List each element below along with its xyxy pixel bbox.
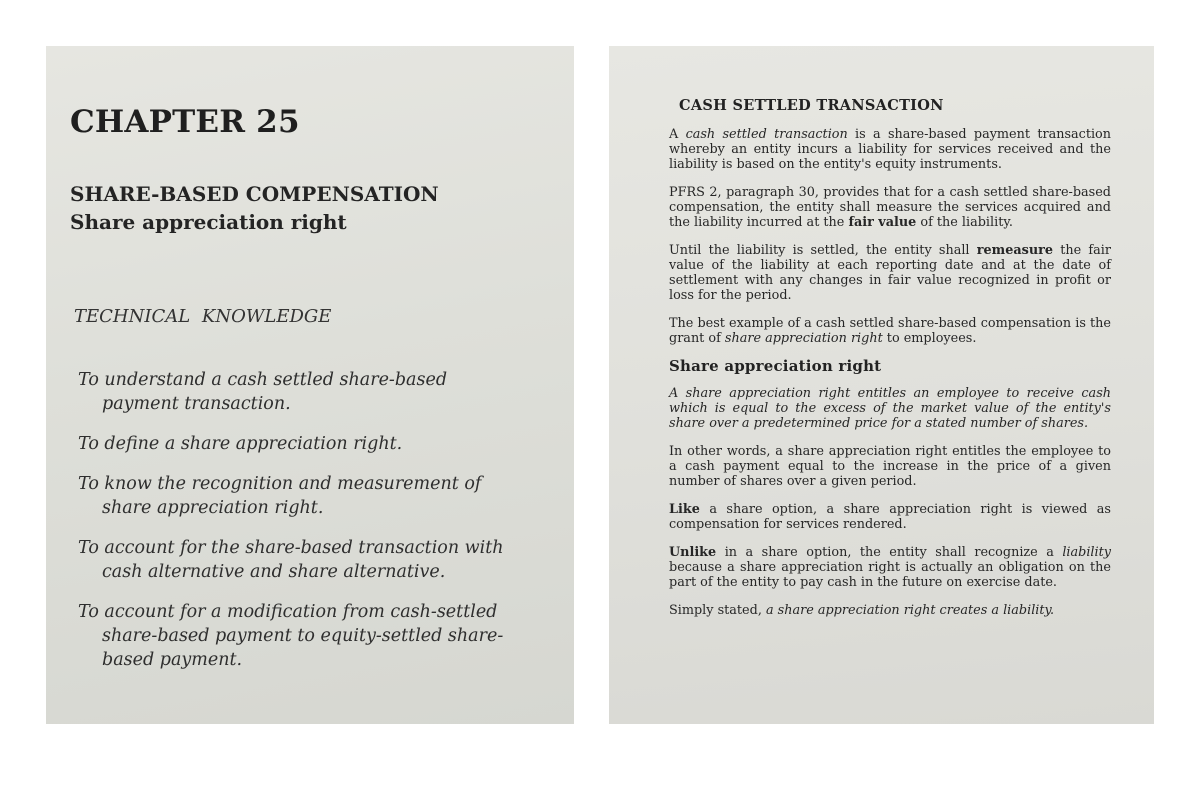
paragraph-unlike: Unlike in a share option, the entity shall recognize a liability because a share appreciation right is actually an obligation on the part of the entity to pay cash in the future on exercise date. <box>669 545 1111 590</box>
paragraph-example: The best example of a cash settled share-based compensation is the grant of share appreciation right to employees. <box>669 316 1111 346</box>
objective-item: To account for the share-based transaction with cash alternative and share alternative. <box>78 538 504 582</box>
paragraph-remeasure: Until the liability is settled, the entity shall remeasure the fair value of the liability at each reporting date and at the date of settlement with any changes in fair value recognized in profit or loss for the period. <box>669 243 1112 303</box>
objectives-list <box>78 368 518 688</box>
objective-item: To know the recognition and measurement of share appreciation right. <box>78 474 482 518</box>
chapter-number: CHAPTER 25 <box>70 104 300 140</box>
paragraph-definition: A cash settled transaction is a share-based payment transaction whereby an entity incurs a liability for services received and the liability is based on the entity's equity instruments. <box>669 127 1112 172</box>
right-page <box>609 46 1154 724</box>
section-heading: CASH SETTLED TRANSACTION <box>679 97 944 114</box>
chapter-subtitle: Share appreciation right <box>70 210 347 234</box>
section-heading: TECHNICAL KNOWLEDGE <box>74 306 332 327</box>
left-page <box>46 46 574 724</box>
chapter-title: SHARE-BASED COMPENSATION <box>70 182 439 206</box>
paragraph-pfrs: PFRS 2, paragraph 30, provides that for a cash settled share-based compensation, the entity shall measure the services acquired and the liability incurred at the fair value of the liability. <box>669 185 1111 230</box>
paragraph-sar-definition: A share appreciation right entitles an employee to receive cash which is equal to the excess of the market value of the entity's share over a predetermined price for a stated number of shares. <box>669 386 1111 431</box>
subheading: Share appreciation right <box>669 357 882 375</box>
objective-item: To account for a modification from cash-settled share-based payment to equity-settled share-based payment. <box>78 602 504 670</box>
paragraph-summary: Simply stated, a share appreciation right creates a liability. <box>669 603 1055 618</box>
paragraph-like: Like a share option, a share appreciation right is viewed as compensation for services rendered. <box>669 502 1111 532</box>
objective-item: To define a share appreciation right. <box>78 434 403 454</box>
objective-item: To understand a cash settled share-based payment transaction. <box>78 370 448 414</box>
paragraph-other-words: In other words, a share appreciation right entitles the employee to a cash payment equal to the increase in the price of a given number of shares over a given period. <box>669 444 1111 489</box>
right-page-body <box>669 98 1111 631</box>
